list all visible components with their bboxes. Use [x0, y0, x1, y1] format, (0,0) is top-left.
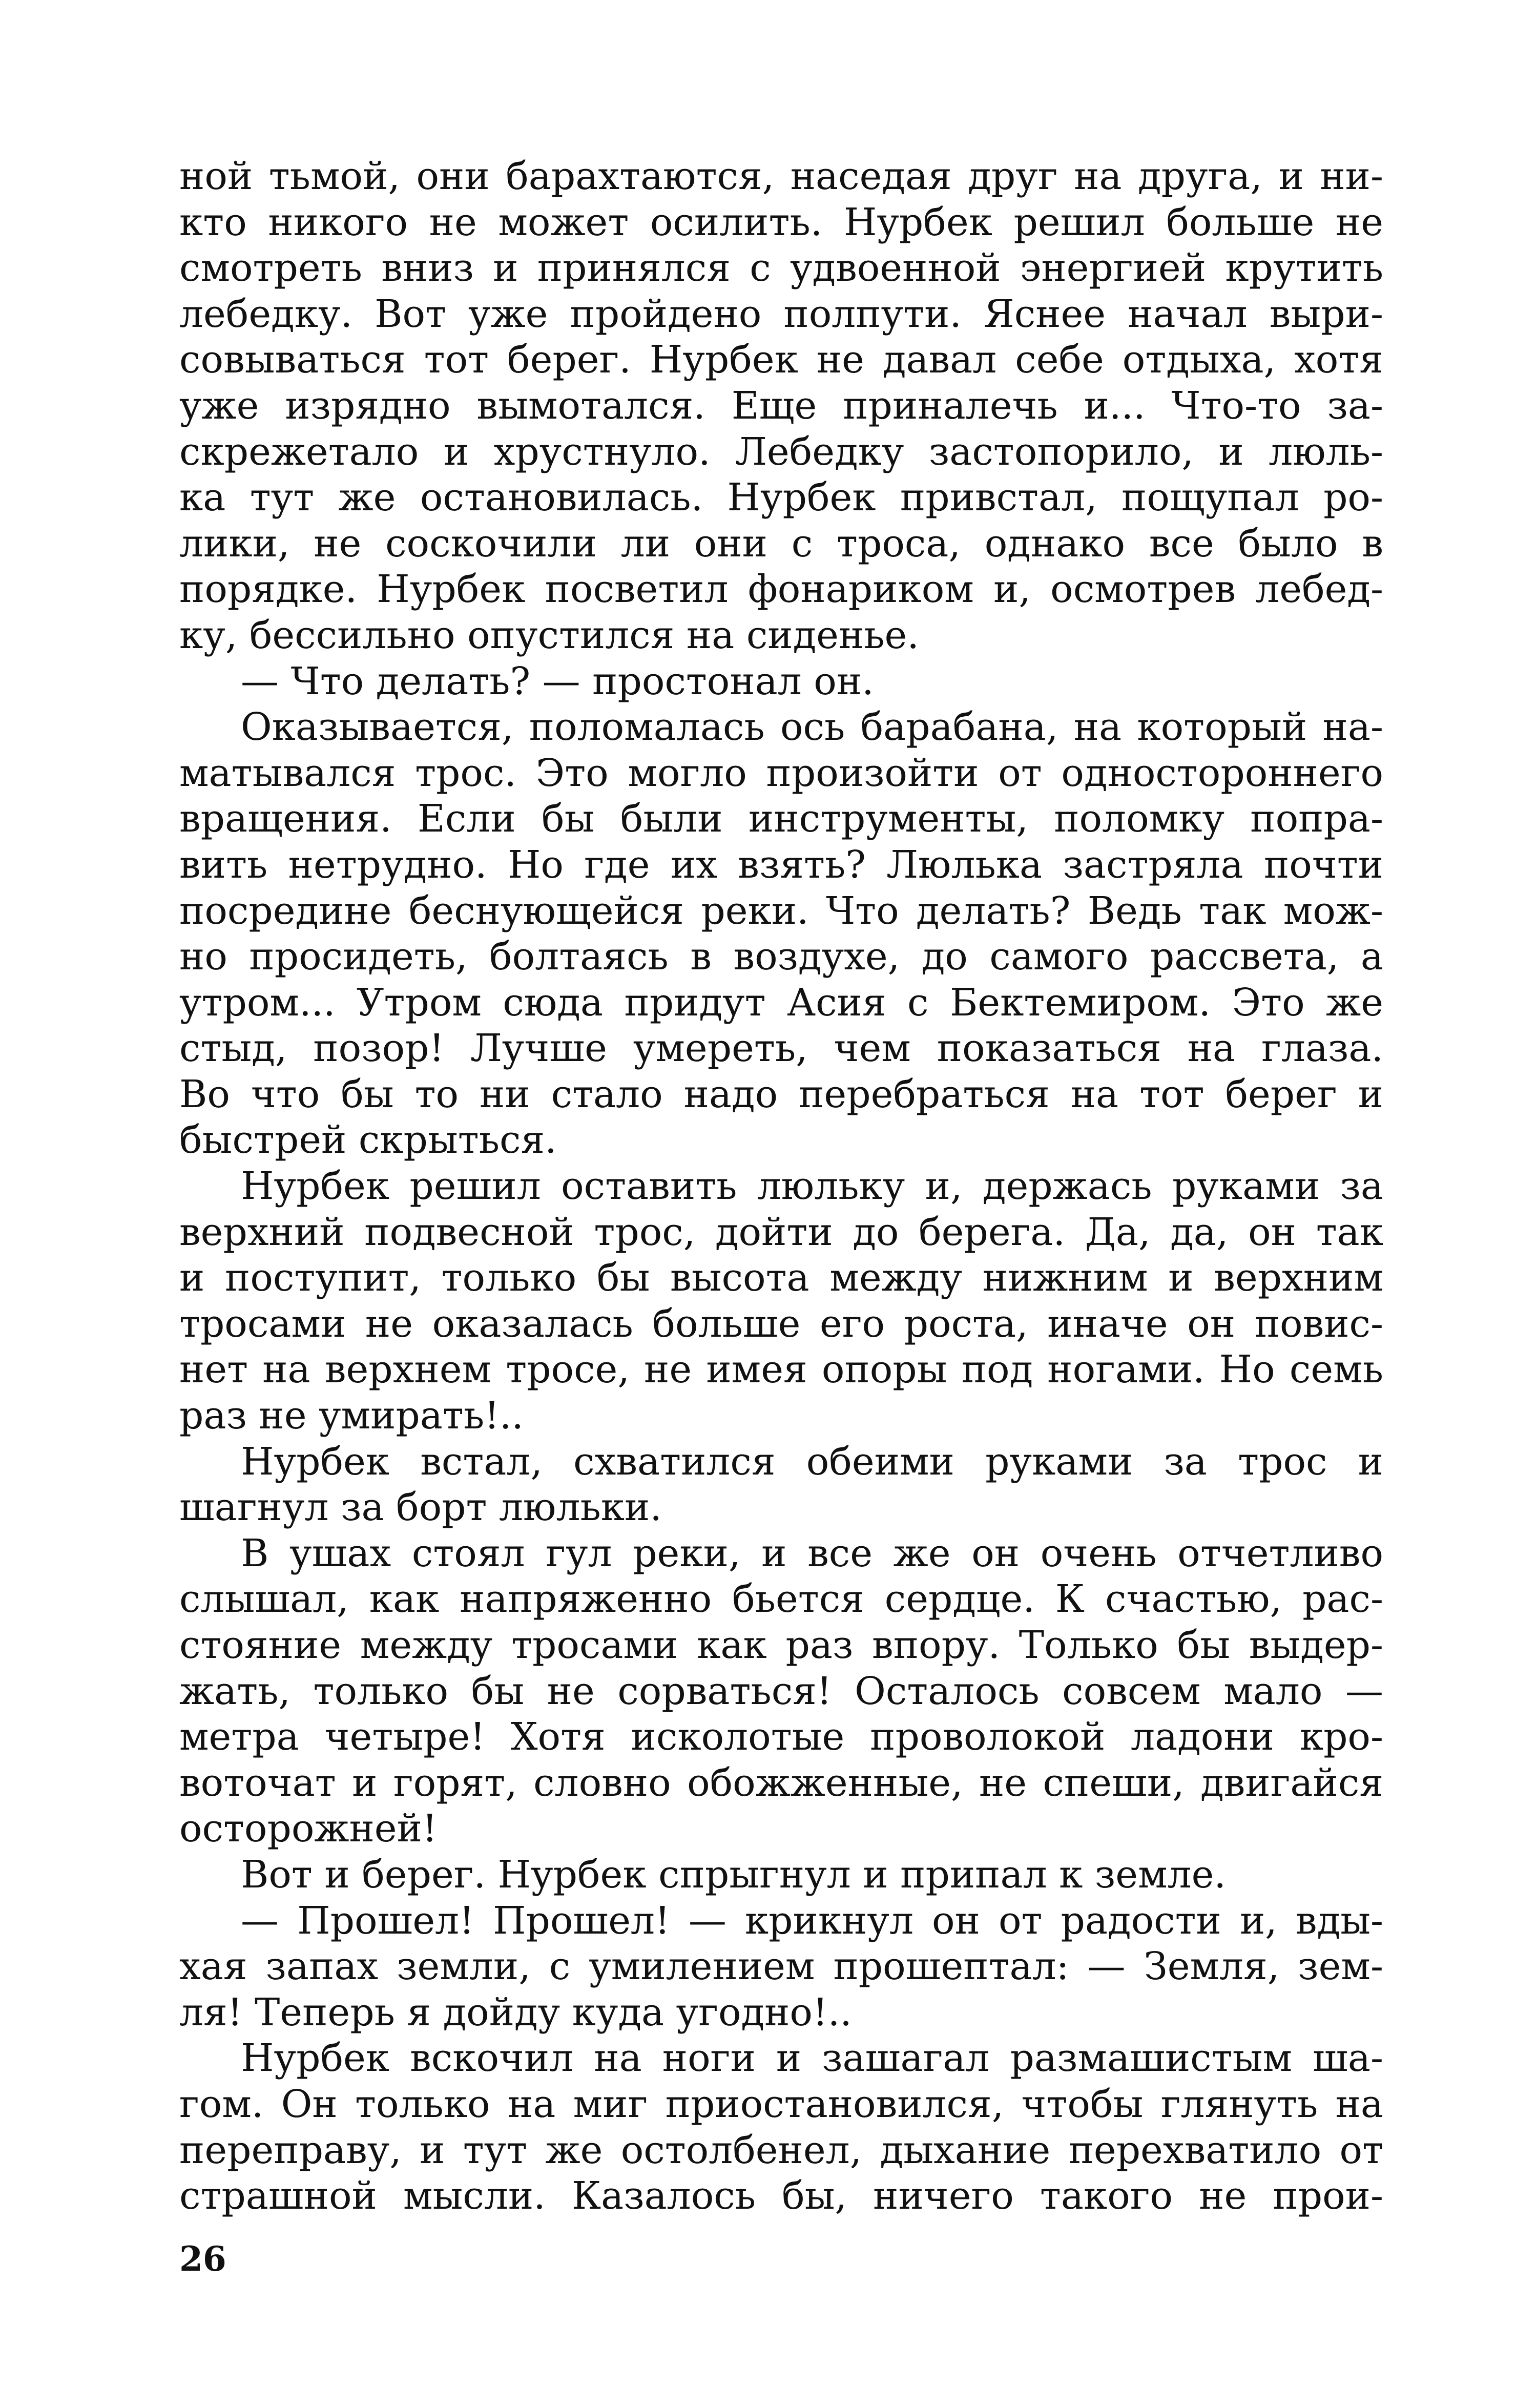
text-line: скрежетало и хрустнуло. Лебедку застопорило, и люль-	[179, 429, 1383, 474]
text-line: и поступит, только бы высота между нижним и верхним	[179, 1256, 1383, 1300]
text-line: уже изрядно вымотался. Еще приналечь и... Что-то за-	[179, 383, 1383, 428]
text-line: нет на верхнем тросе, не имея опоры под ногами. Но семь	[179, 1347, 1383, 1392]
text-line: лики, не соскочили ли они с троса, однако все было в	[179, 521, 1383, 566]
text-line: воточат и горят, словно обожженные, не спеши, двигайся	[179, 1760, 1383, 1805]
text-line: метра четыре! Хотя исколотые проволокой ладони кро-	[179, 1715, 1383, 1759]
text-line: хая запах земли, с умилением прошептал: — Земля, зем-	[179, 1944, 1383, 1989]
text-line: ной тьмой, они барахтаются, наседая друг на друга, и ни-	[179, 154, 1383, 198]
text-line: ку, бессильно опустился на сиденье.	[179, 613, 919, 657]
text-line: осторожней!	[179, 1807, 438, 1851]
text-line: тросами не оказалась больше его роста, иначе он повис-	[179, 1301, 1383, 1346]
text-line: Нурбек вскочил на ноги и зашагал размашистым ша-	[241, 2036, 1383, 2081]
text-line: кто никого не может осилить. Нурбек решил больше не	[179, 200, 1383, 244]
page-body-text	[179, 154, 1383, 2219]
text-line: — Что делать? — простонал он.	[241, 659, 874, 703]
text-line: слышал, как напряженно бьется сердце. К счастью, рас-	[179, 1577, 1383, 1622]
text-line: смотреть вниз и принялся с удвоенной энергией крутить	[179, 246, 1383, 290]
text-line: порядке. Нурбек посветил фонариком и, осмотрев лебед-	[179, 567, 1383, 612]
text-line: Вот и берег. Нурбек спрыгнул и припал к земле.	[241, 1852, 1226, 1897]
text-line: Оказывается, поломалась ось барабана, на который на-	[241, 705, 1383, 750]
page-number: 26	[179, 2239, 226, 2279]
text-line: раз не умирать!..	[179, 1394, 524, 1438]
text-line: верхний подвесной трос, дойти до берега. Да, да, он так	[179, 1210, 1383, 1254]
text-line: страшной мысли. Казалось бы, ничего такого не прои-	[179, 2174, 1383, 2218]
text-line: — Прошел! Прошел! — крикнул он от радости и, вды-	[241, 1898, 1383, 1943]
text-line: лебедку. Вот уже пройдено полпути. Яснее начал выри-	[179, 292, 1383, 336]
text-line: но просидеть, болтаясь в воздухе, до самого рассвета, а	[179, 935, 1383, 979]
text-line: матывался трос. Это могло произойти от одностороннего	[179, 751, 1383, 795]
text-line: В ушах стоял гул реки, и все же он очень отчетливо	[241, 1531, 1383, 1575]
text-line: вить нетрудно. Но где их взять? Люлька застряла почти	[179, 842, 1383, 887]
text-line: Нурбек решил оставить люльку и, держась руками за	[241, 1164, 1383, 1209]
text-line: гом. Он только на миг приостановился, чтобы глянуть на	[179, 2082, 1383, 2126]
text-line: посредине беснующейся реки. Что делать? Ведь так мож-	[179, 888, 1383, 933]
text-line: вращения. Если бы были инструменты, поломку попра-	[179, 797, 1383, 841]
text-line: ка тут же остановилась. Нурбек привстал, пощупал ро-	[179, 475, 1383, 520]
text-line: стояние между тросами как раз впору. Только бы выдер-	[179, 1623, 1383, 1667]
text-line: быстрей скрыться.	[179, 1118, 557, 1163]
text-line: Нурбек встал, схватился обеими руками за трос и	[241, 1439, 1383, 1484]
text-line: совываться тот берег. Нурбек не давал себе отдыха, хотя	[179, 338, 1383, 382]
text-line: переправу, и тут же остолбенел, дыхание перехватило от	[179, 2128, 1383, 2172]
text-line: жать, только бы не сорваться! Осталось совсем мало —	[179, 1669, 1383, 1713]
text-line: Во что бы то ни стало надо перебраться на тот берег и	[179, 1072, 1383, 1116]
text-line: утром... Утром сюда придут Асия с Бектемиром. Это же	[179, 980, 1383, 1025]
text-line: стыд, позор! Лучше умереть, чем показаться на глаза.	[179, 1026, 1383, 1071]
text-line: шагнул за борт люльки.	[179, 1485, 662, 1530]
text-line: ля! Теперь я дойду куда угодно!..	[179, 1990, 852, 2035]
